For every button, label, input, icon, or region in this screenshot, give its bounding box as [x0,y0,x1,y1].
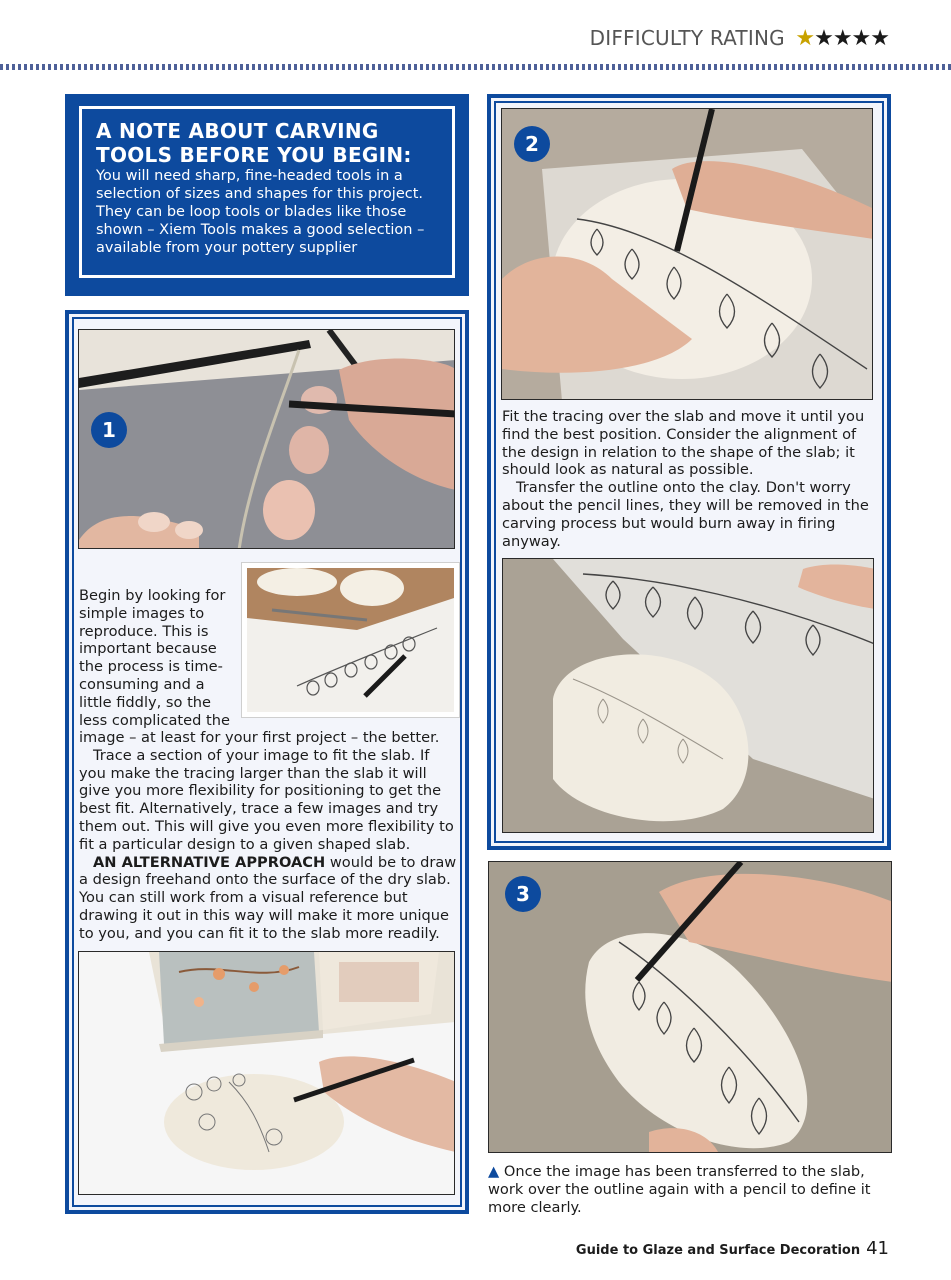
transfer-outline-photo [502,558,874,833]
publication-title: Guide to Glaze and Surface Decoration [575,1243,861,1258]
step-1-body [79,729,457,943]
carving-tools-note [65,94,469,296]
step-1-photo [78,329,455,549]
step-1-inset-photo [242,563,459,717]
step-2-photo [501,108,873,400]
difficulty-label: DIFFICULTY RATING [589,26,785,50]
tracing-over-slab-illustration [503,559,874,833]
slab-and-tools-illustration [247,568,454,712]
note-frame [79,106,455,278]
step-2-body [502,408,874,550]
step-3-photo [488,861,892,1153]
alternative-approach-text: would be to draw a design freehand onto the surface of the dry slab. You can still work from a visual reference but drawing it out in this way will make it more unique to you, and you can fit it to the slab more readily. [79,853,457,942]
step-3-caption [488,1163,888,1216]
star-empty-icon: ★★★★ [814,26,889,51]
fitting-tracing-illustration [502,109,873,400]
star-filled-icon: ★ [795,26,815,51]
star-rating [795,26,889,51]
step-1-para-2: Trace a section of your image to fit the slab. If you make the tracing larger than the slab it will give you more flexibility for positioning to get the best fit. Alternatively, trace a few images and try them out. This will give you even more flexibility to fit a particular design to a given shaped slab. [79,746,454,853]
tracing-drawing-illustration [79,330,455,549]
step-3-badge: 3 [505,876,541,912]
step-2-para-1: Fit the tracing over the slab and move it until you find the best position. Consider the alignment of the design in relation to the shape of the slab; it should look as natural as possible. [502,408,865,479]
step-1-badge: 1 [91,412,127,448]
note-body: You will need sharp, fine-headed tools in a selection of sizes and shapes for this project. They can be loop tools or blades like those shown – Xiem Tools makes a good selection – available from your pottery supplier [96,168,425,256]
book-and-slab-illustration [79,952,455,1195]
step-2-para-2: Transfer the outline onto the clay. Don't worry about the pencil lines, they will be removed in the carving process but would burn away in firing anyway. [502,479,869,550]
step-3-caption-text: Once the image has been transferred to the slab, work over the outline again with a pencil to define it more clearly. [488,1163,871,1216]
alternative-approach-lead: AN ALTERNATIVE APPROACH [93,853,326,871]
step-1-intro-text: Begin by looking for simple images to reproduce. This is important because the process is time-consuming and a little fiddly, so the less complicated the [79,587,230,729]
page-number: 41 [866,1238,889,1259]
defining-outline-illustration [489,862,892,1153]
step-1-continue: image – at least for your first project – the better. [79,729,440,746]
header-divider [0,64,951,70]
note-title: A NOTE ABOUT CARVING TOOLS BEFORE YOU BEGIN: [96,119,412,167]
freehand-drawing-photo [78,951,455,1195]
page-footer [576,1238,889,1259]
step-1-para-3 [79,854,457,943]
step-2-badge: 2 [514,126,550,162]
difficulty-rating [590,26,889,51]
triangle-marker-icon: ▲ [488,1163,500,1180]
